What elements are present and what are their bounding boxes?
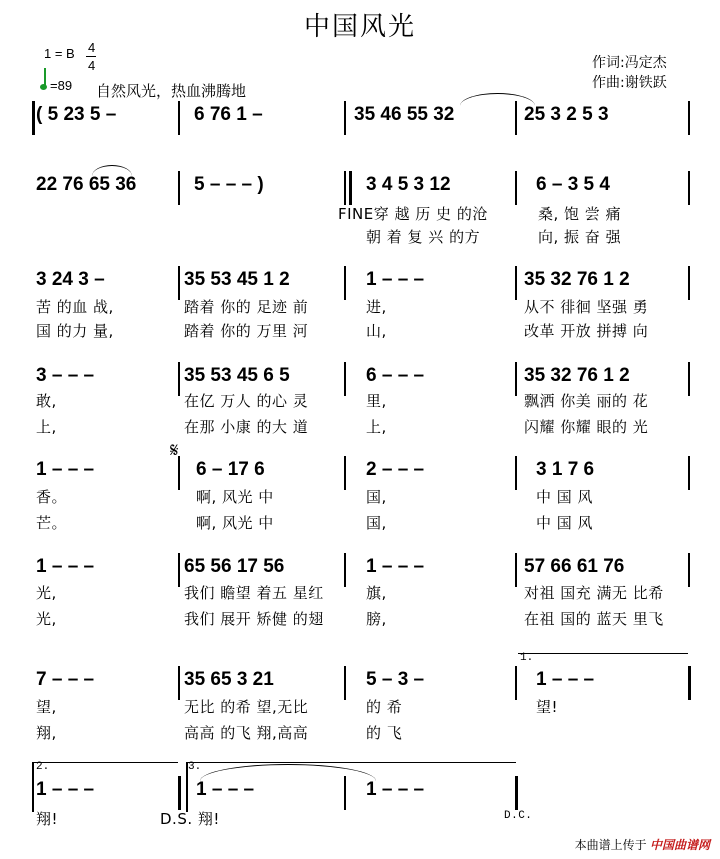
measure: 6 76 1 –	[194, 104, 263, 125]
measure: 25 3 2 5 3	[524, 104, 609, 125]
measure: 1 – – –	[196, 779, 255, 800]
dc-marking: D.C.	[504, 810, 533, 822]
barline	[344, 553, 346, 587]
lyric-line-2: 向, 振 奋 强	[538, 228, 622, 246]
barline	[688, 101, 690, 135]
lyric-line-2: 在那 小康 的大 道	[184, 418, 309, 436]
lyric-line-1: 踏着 你的 足迹 前	[184, 298, 309, 316]
barline	[344, 456, 346, 490]
lyric-line-1: 中 国 风	[536, 488, 594, 506]
lyric-line-1: D.S. 翔!	[160, 810, 220, 828]
measure: 1 – – –	[536, 669, 595, 690]
measure: 35 65 3 21	[184, 669, 274, 690]
lyric-line-1: 我们 瞻望 着五 星红	[184, 584, 324, 602]
lyric-line-2: 的 飞	[366, 724, 403, 742]
time-signature-line	[86, 56, 96, 57]
lyric-line-2: 上,	[36, 418, 57, 436]
lyric-line-1: 桑, 饱 尝 痛	[538, 205, 622, 223]
barline	[178, 362, 180, 396]
barline	[178, 266, 180, 300]
score-row-7	[0, 668, 720, 708]
lyric-line-2: 膀,	[366, 610, 387, 628]
lyric-line-2: 啊, 风光 中	[196, 514, 274, 532]
lyric-line-1: 对祖 国充 满无 比希	[524, 584, 664, 602]
measure: 35 53 45 1 2	[184, 269, 290, 290]
measure: 1 – – –	[36, 459, 95, 480]
barline	[344, 362, 346, 396]
lyric-line-1: 在亿 万人 的心 灵	[184, 392, 309, 410]
volta-label: 2.	[36, 761, 50, 773]
measure: 2 – – –	[366, 459, 425, 480]
lyric-line-2: 在祖 国的 蓝天 里飞	[524, 610, 664, 628]
lyric-line-1: 国,	[366, 488, 387, 506]
repeat-barline	[688, 666, 691, 700]
volta-bracket	[518, 653, 688, 654]
footer-prefix: 本曲谱上传于	[574, 838, 647, 852]
lyric-line-1: 旗,	[366, 584, 387, 602]
lyric-line-1: 无比 的希 望,无比	[184, 698, 309, 716]
site-logo[interactable]: 中国曲谱网	[649, 838, 710, 852]
measure: 22 76 65 36	[36, 174, 137, 195]
lyric-line-1: 里,	[366, 392, 387, 410]
lyric-line-2: 翔,	[36, 724, 57, 742]
measure: 3 1 7 6	[536, 459, 595, 480]
barline	[515, 101, 517, 135]
lyric-line-1: 的 希	[366, 698, 403, 716]
key-signature: 1 = B	[44, 46, 75, 61]
lyric-line-2: 国,	[366, 514, 387, 532]
barline	[688, 456, 690, 490]
lyricist: 作词:冯定杰	[592, 55, 667, 71]
score-row-8	[0, 778, 720, 818]
lyric-line-2: 上,	[366, 418, 387, 436]
lyric-line-1: 望,	[36, 698, 57, 716]
barline	[515, 456, 517, 490]
score-row-5	[0, 440, 720, 498]
measure: 6 – 17 6	[196, 459, 265, 480]
lyric-line-2: 高高 的飞 翔,高高	[184, 724, 309, 742]
volta-bracket	[186, 762, 516, 763]
barline	[178, 171, 180, 205]
lyric-line-1: 光,	[36, 584, 57, 602]
barline	[515, 171, 517, 205]
lyric-line-2: 芒。	[36, 514, 68, 532]
barline	[515, 553, 517, 587]
barline	[515, 266, 517, 300]
score-row-1	[0, 103, 720, 143]
measure: 1 – – –	[366, 779, 425, 800]
barline	[688, 553, 690, 587]
barline	[344, 666, 346, 700]
final-barline	[515, 776, 518, 810]
barline	[688, 171, 690, 205]
start-barline	[32, 101, 35, 135]
lyric-line-1: 啊, 风光 中	[196, 488, 274, 506]
barline	[688, 266, 690, 300]
measure: 6 – – –	[366, 365, 425, 386]
lyric-line-1: 望!	[536, 698, 559, 716]
double-barline	[349, 171, 352, 205]
barline	[186, 762, 188, 812]
volta-bracket	[32, 762, 178, 763]
lyric-line-1: 敢,	[36, 392, 57, 410]
barline	[515, 666, 517, 700]
barline	[344, 266, 346, 300]
measure: 35 46 55 32	[354, 104, 455, 125]
measure: 1 – – –	[366, 556, 425, 577]
measure: 35 32 76 1 2	[524, 269, 630, 290]
measure: 35 53 45 6 5	[184, 365, 290, 386]
measure: 3 4 5 3 12	[366, 174, 451, 195]
barline	[32, 762, 34, 812]
measure: 3 24 3 –	[36, 269, 105, 290]
lyric-line-1: 飘洒 你美 丽的 花	[524, 392, 649, 410]
measure: 5 – 3 –	[366, 669, 425, 690]
composer: 作曲:谢铁跃	[592, 75, 667, 91]
lyric-line-2: 中 国 风	[536, 514, 594, 532]
lyric-line-2: 踏着 你的 万里 河	[184, 322, 309, 340]
footer-credit	[575, 836, 710, 853]
lyric-line-1: 翔!	[36, 810, 59, 828]
measure: 1 – – –	[36, 556, 95, 577]
lyric-line-1: 从不 徘徊 坚强 勇	[524, 298, 649, 316]
measure: 1 – – –	[36, 779, 95, 800]
barline	[178, 666, 180, 700]
lyric-line-1: 进,	[366, 298, 387, 316]
double-barline	[178, 776, 181, 810]
expression-marking: 自然风光，热血沸腾地	[96, 82, 247, 100]
lyric-line-1: FINE穿 越 历 史 的沧	[338, 205, 488, 223]
barline	[688, 362, 690, 396]
lyric-line-2: 闪耀 你耀 眼的 光	[524, 418, 649, 436]
lyric-line-2: 朝 着 复 兴 的方	[366, 228, 481, 246]
barline	[178, 553, 180, 587]
time-signature-top: 4	[88, 40, 96, 55]
lyric-line-2: 山,	[366, 322, 387, 340]
lyric-line-1: 苦 的血 战,	[36, 298, 114, 316]
measure: 3 – – –	[36, 365, 95, 386]
measure: 35 32 76 1 2	[524, 365, 630, 386]
lyric-line-2: 国 的力 量,	[36, 322, 114, 340]
quarter-note-head-icon	[40, 84, 47, 90]
measure: 1 – – –	[366, 269, 425, 290]
measure: 7 – – –	[36, 669, 95, 690]
segno-icon: 𝄋	[170, 440, 179, 462]
measure: 65 56 17 56	[184, 556, 285, 577]
slur	[92, 165, 132, 176]
measure: 6 – 3 5 4	[536, 174, 610, 195]
barline	[515, 362, 517, 396]
slur	[200, 764, 376, 781]
slur	[460, 93, 535, 106]
lyric-line-1: 香。	[36, 488, 68, 506]
barline	[344, 171, 346, 205]
measure: 57 66 61 76	[524, 556, 625, 577]
barline	[344, 776, 346, 810]
volta-label: 3.	[188, 761, 202, 773]
volta-label: 1.	[520, 652, 534, 664]
tempo-marking: =89	[50, 78, 73, 93]
lyric-line-2: 改革 开放 拼搏 向	[524, 322, 649, 340]
lyric-line-2: 我们 展开 矫健 的翅	[184, 610, 324, 628]
measure: 5 – – – )	[194, 174, 264, 195]
barline	[344, 101, 346, 135]
lyric-line-2: 光,	[36, 610, 57, 628]
barline	[178, 101, 180, 135]
page-title: 中国风光	[303, 12, 416, 42]
time-signature-bottom: 4	[88, 58, 96, 73]
measure: ( 5 23 5 –	[36, 104, 117, 125]
